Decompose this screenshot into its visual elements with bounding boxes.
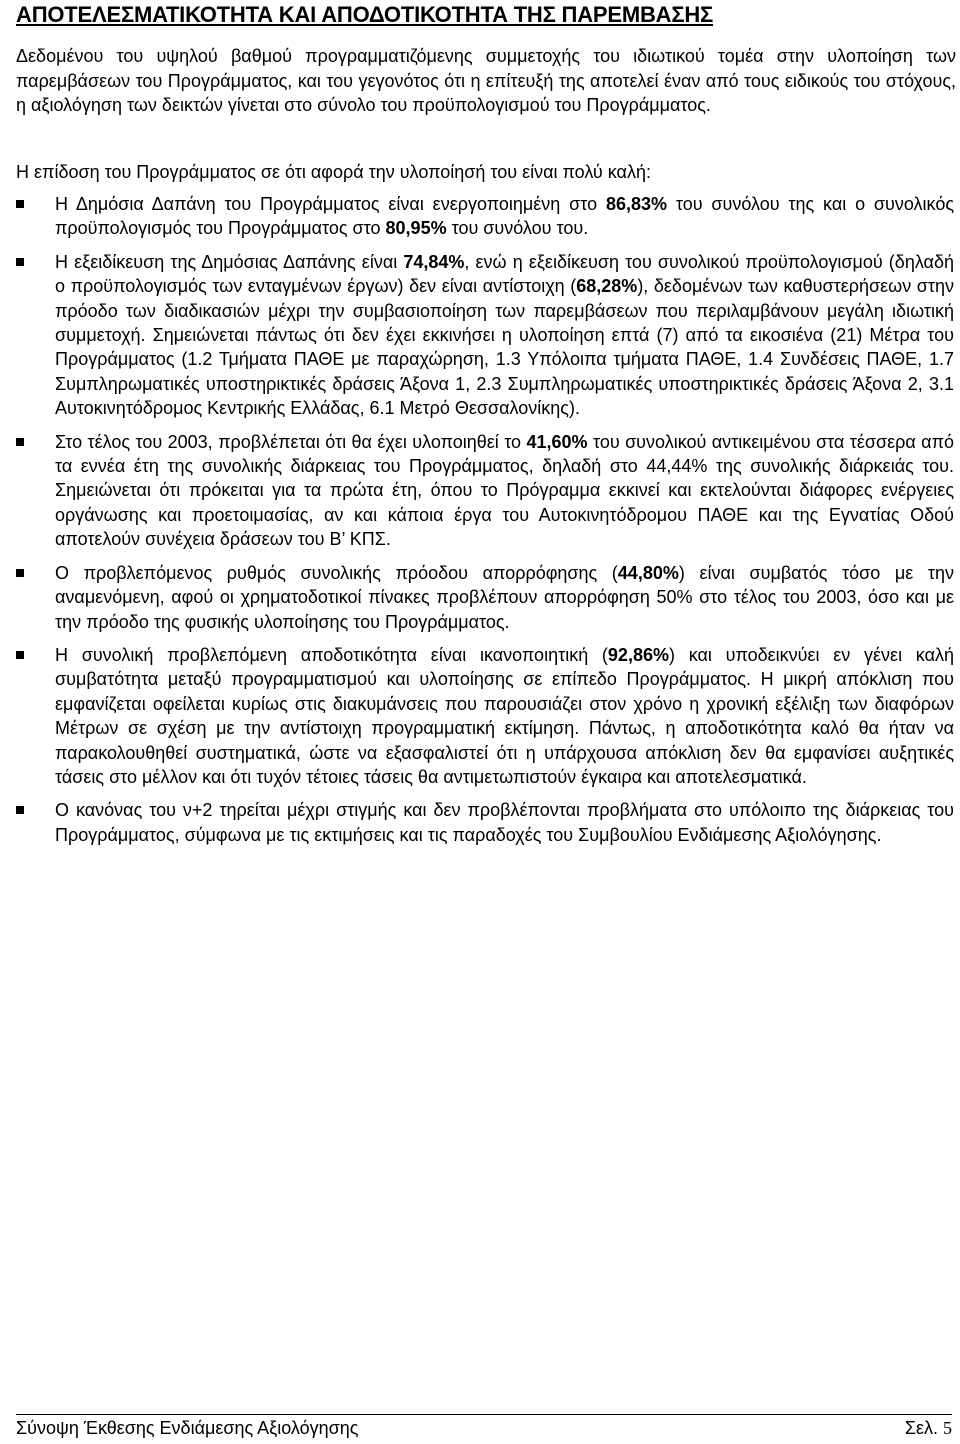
bullet-list xyxy=(0,192,960,856)
bullet-text: του συνολικού αντικειμένου στα τέσσερα από τα εννέα έτη της συνολικής διάρκειας του Προγράμματος, δηλαδή στο 44,44% της συνολικής διάρκειάς του. Σημειώνεται ότι πρόκειται για τα πρώτα έτη, όπου το Πρόγραμμα εκκινεί και εκτελούνται διάφορες ενέργειες οργάνωσης και προετοιμασίας, αν και κάποια έργα του Αυτοκινητόδρομου ΠΑΘΕ και της Εγνατίας Οδού αποτελούν συνέχεια δράσεων του Β’ ΚΠΣ. xyxy=(55,431,954,550)
bullet-highlight-value: 68,28% xyxy=(576,276,638,297)
page-title: ΑΠΟΤΕΛΕΣΜΑΤΙΚΟΤΗΤΑ ΚΑΙ ΑΠΟΔΟΤΙΚΟΤΗΤΑ ΤΗΣ ΠΑΡΕΜΒΑΣΗΣ xyxy=(16,2,714,27)
bullet-text: του συνόλου της και ο συνολικός προϋπολογισμός του Προγράμματος στο xyxy=(55,194,955,239)
bullet-item xyxy=(0,192,960,241)
bullet-text: Ο προβλεπόμενος ρυθμός συνολικής πρόοδου απορρόφησης ( xyxy=(55,562,618,583)
bullet-text: Η συνολική προβλεπόμενη αποδοτικότητα είναι ικανοποιητική ( xyxy=(55,644,608,665)
page-number: 5 xyxy=(943,1418,952,1438)
bullet-text: ) και υποδεικνύει εν γένει καλή συμβατότητα μεταξύ προγραμματισμού και υλοποίησης σε επίπεδο Προγράμματος. Η μικρή απόκλιση που εμφανίζεται οφείλεται κυρίως στις διακυμάνσεις που παρουσιάζει στον χρόνο η χρονική εξέλιξη των διαφόρων Μέτρων σε σχέση με την αντίστοιχη προγραμματική εκτίμηση. Πάντως, η αποδοτικότητα καλό θα ήταν να παρακολουθηθεί συστηματικά, ώστε να εξασφαλιστεί ότι η υπάρχουσα απόκλιση δεν θα εμφανίσει αυξητικές τάσεις στο μέλλον και ότι τυχόν τέτοιες τάσεις θα αντιμετωπιστούν έγκαιρα και αποτελεσματικά. xyxy=(55,644,954,787)
bullet-highlight-value: 44,80% xyxy=(617,562,679,583)
bullet-item xyxy=(0,250,960,421)
bullet-text: Η εξειδίκευση της Δημόσιας Δαπάνης είναι xyxy=(55,251,404,272)
square-bullet-icon xyxy=(16,569,24,577)
footer-document-title: Σύνοψη Έκθεσης Ενδιάμεσης Αξιολόγησης xyxy=(16,1418,359,1438)
lead-paragraph: Η επίδοση του Προγράμματος σε ότι αφορά την υλοποίησή του είναι πολύ καλή: xyxy=(16,162,651,182)
bullet-text: Στο τέλος του 2003, προβλέπεται ότι θα έχει υλοποιηθεί το xyxy=(55,431,527,452)
bullet-text: ), δεδομένων των καθυστερήσεων στην πρόοδο των διαδικασιών μέχρι την συμβασιοποίηση των παρεμβάσεων που περιλαμβάνουν μεγάλη ιδιωτική συμμετοχή. Σημειώνεται πάντως ότι δεν έχει εκκινήσει η υλοποίηση επτά (7) από τα εικοσιένα (21) Μέτρα του Προγράμματος (1.2 Τμήματα ΠΑΘΕ με παραχώρηση, 1.3 Υπόλοιπα τμήματα ΠΑΘΕ, 1.4 Συνδέσεις ΠΑΘΕ, 1.7 Συμπληρωματικές υποστηρικτικές δράσεις Άξονα 1, 2.3 Συμπληρωματικές υποστηρικτικές δράσεις Άξονα 2, 3.1 Αυτοκινητόδρομος Κεντρικής Ελλάδας, 6.1 Μετρό Θεσσαλονίκης). xyxy=(55,276,954,419)
square-bullet-icon xyxy=(16,200,24,208)
footer-page-label xyxy=(905,1418,952,1439)
square-bullet-icon xyxy=(16,258,24,266)
bullet-text: του συνόλου του. xyxy=(446,218,589,239)
bullet-item xyxy=(0,798,960,847)
square-bullet-icon xyxy=(16,438,24,446)
bullet-text: Ο κανόνας του ν+2 τηρείται μέχρι στιγμής και δεν προβλέπονται προβλήματα στο υπόλοιπο της διάρκειας του Προγράμματος, σύμφωνα με τις εκτιμήσεις και τις παραδοχές του Συμβουλίου Ενδιάμεσης Αξιολόγησης. xyxy=(55,800,954,845)
square-bullet-icon xyxy=(16,806,24,814)
bullet-highlight-value: 80,95% xyxy=(385,218,447,239)
square-bullet-icon xyxy=(16,651,24,659)
bullet-text: Η Δημόσια Δαπάνη του Προγράμματος είναι ενεργοποιημένη στο xyxy=(55,194,606,214)
bullet-item xyxy=(0,561,960,634)
bullet-text: ) είναι συμβατός τόσο με την αναμενόμενη, αφού οι χρηματοδοτικοί πίνακες προβλέπουν απορρόφηση 50% στο τέλος του 2003, όσο και με την πρόοδο της φυσικής υλοποίησης του Προγράμματος. xyxy=(55,562,954,632)
page-prefix: Σελ. xyxy=(904,1418,943,1438)
bullet-item xyxy=(0,643,960,789)
intro-paragraph: Δεδομένου του υψηλού βαθμού προγραμματιζόμενης συμμετοχής του ιδιωτικού τομέα στην υλοποίηση των παρεμβάσεων του Προγράμματος, και του γεγονότος ότι η επίτευξή της αποτελεί έναν από τους ειδικούς του στόχους, η αξιολόγηση των δεικτών γίνεται στο σύνολο του προϋπολογισμού του Προγράμματος. xyxy=(16,46,956,115)
bullet-highlight-value: 92,86% xyxy=(607,644,669,665)
bullet-text: , ενώ η εξειδίκευση του συνολικού προϋπολογισμού (δηλαδή ο προϋπολογισμός των ενταγμένων έργων) δεν είναι αντίστοιχη ( xyxy=(55,251,954,297)
bullet-item xyxy=(0,430,960,552)
bullet-highlight-value: 41,60% xyxy=(526,431,588,452)
page-footer xyxy=(16,1414,952,1438)
bullet-highlight-value: 74,84% xyxy=(403,251,465,272)
bullet-highlight-value: 86,83% xyxy=(605,194,668,214)
